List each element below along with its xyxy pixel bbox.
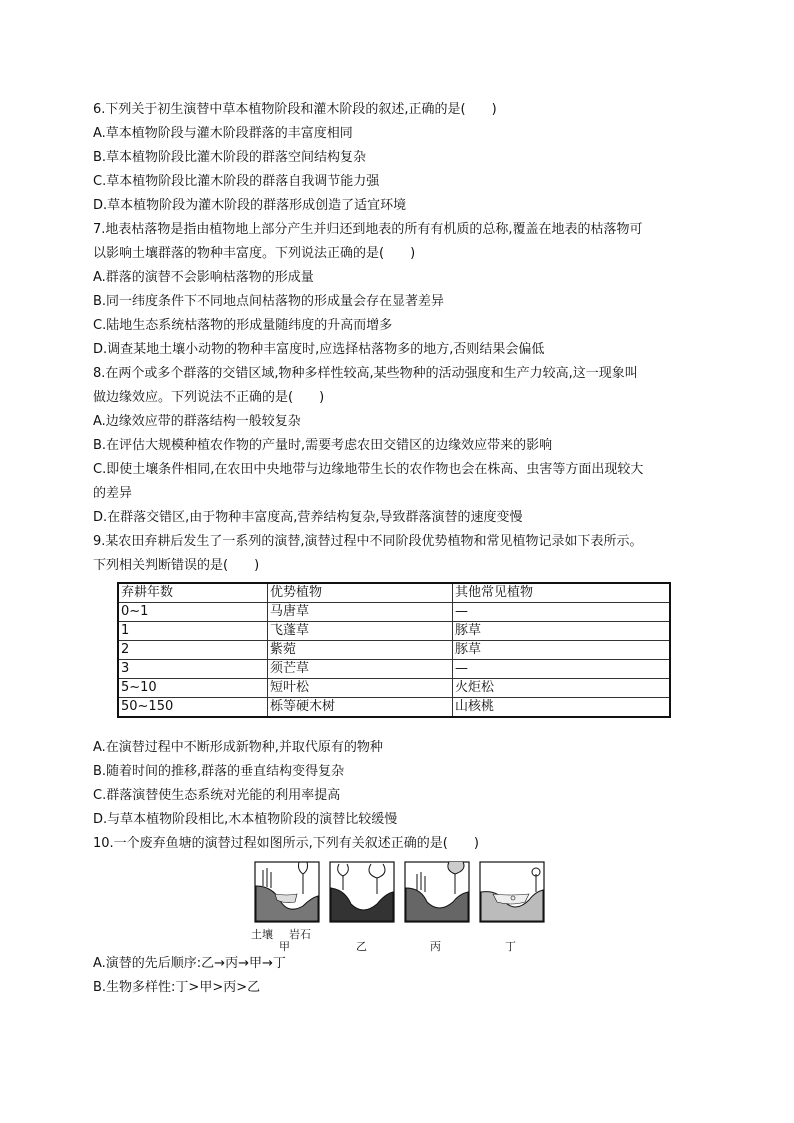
panel-bing-drawing (405, 862, 469, 922)
q8-option-c: C.即使土壤条件相同,在农田中央地带与边缘地带生长的农作物也会在株高、虫害等方面出现较大 (93, 462, 644, 477)
table-row (118, 641, 670, 660)
table-header: 优势植物 (268, 583, 453, 603)
table-cell: 山核桃 (453, 698, 671, 718)
succession-table (117, 582, 671, 718)
q9-option-c: C.群落演替使生态系统对光能的利用率提高 (93, 788, 341, 803)
table-cell: 1 (118, 622, 268, 641)
table-cell: 豚草 (453, 622, 671, 641)
table-cell: 须芒草 (268, 660, 453, 679)
table-cell: 3 (118, 660, 268, 679)
table-row (118, 622, 670, 641)
table-cell: 栎等硬木树 (268, 698, 453, 718)
table-cell: 2 (118, 641, 268, 660)
pond-succession-figure (251, 860, 553, 953)
panel-jia-drawing (255, 862, 319, 922)
q10-option-a: A.演替的先后顺序:乙→丙→甲→丁 (93, 956, 286, 971)
panel-label-ding: 丁 (505, 940, 516, 953)
table-cell: — (453, 603, 671, 622)
q9-option-a: A.在演替过程中不断形成新物种,并取代原有的物种 (93, 740, 383, 755)
table-row (118, 698, 670, 718)
table-cell: 紫菀 (268, 641, 453, 660)
q8-option-c-cont: 的差异 (93, 486, 133, 501)
q8-stem-line2: 做边缘效应。下列说法不正确的是( ) (93, 390, 325, 405)
panel-yi-drawing (330, 862, 394, 922)
table-cell: — (453, 660, 671, 679)
q7-option-d: D.调查某地土壤小动物的物种丰富度时,应选择枯落物多的地方,否则结果会偏低 (93, 342, 545, 357)
q6-option-c: C.草本植物阶段比灌木阶段的群落自我调节能力强 (93, 174, 380, 189)
q6-option-d: D.草本植物阶段为灌木阶段的群落形成创造了适宜环境 (93, 198, 407, 213)
q7-option-a: A.群落的演替不会影响枯落物的形成量 (93, 270, 314, 285)
table-cell: 50~150 (118, 698, 268, 718)
table-cell: 火炬松 (453, 679, 671, 698)
rock-label: 岩石 (289, 928, 311, 941)
q7-stem-line2: 以影响土壤群落的物种丰富度。下列说法正确的是( ) (93, 246, 416, 261)
q6-stem: 6.下列关于初生演替中草本植物阶段和灌木阶段的叙述,正确的是( ) (93, 102, 497, 117)
panel-label-jia: 甲 (279, 940, 290, 953)
q7-option-b: B.同一纬度条件下不同地点间枯落物的形成量会存在显著差异 (93, 294, 445, 309)
q8-option-d: D.在群落交错区,由于物种丰富度高,营养结构复杂,导致群落演替的速度变慢 (93, 510, 523, 525)
panel-ding-drawing (480, 862, 544, 922)
table-cell: 马唐草 (268, 603, 453, 622)
table-row (118, 679, 670, 698)
table-cell: 5~10 (118, 679, 268, 698)
q8-option-a: A.边缘效应带的群落结构一般较复杂 (93, 414, 301, 429)
q7-option-c: C.陆地生态系统枯落物的形成量随纬度的升高而增多 (93, 318, 393, 333)
table-cell: 豚草 (453, 641, 671, 660)
q6-option-b: B.草本植物阶段比灌木阶段的群落空间结构复杂 (93, 150, 367, 165)
q8-stem-line1: 8.在两个或多个群落的交错区域,物种多样性较高,某些物种的活动强度和生产力较高,这一现象叫 (93, 366, 638, 381)
table-header: 其他常见植物 (453, 583, 671, 603)
table-header: 弃耕年数 (118, 583, 268, 603)
q6-option-a: A.草本植物阶段与灌木阶段群落的丰富度相同 (93, 126, 353, 141)
table-cell: 0~1 (118, 603, 268, 622)
q10-option-b: B.生物多样性:丁>甲>丙>乙 (93, 980, 261, 995)
q9-option-d: D.与草本植物阶段相比,木本植物阶段的演替比较缓慢 (93, 812, 398, 827)
soil-label: 土壤 (251, 928, 273, 941)
panel-label-bing: 丙 (430, 940, 441, 953)
table-header-row (118, 583, 670, 603)
table-row (118, 660, 670, 679)
q9-option-b: B.随着时间的推移,群落的垂直结构变得复杂 (93, 764, 345, 779)
table-row (118, 603, 670, 622)
q8-option-b: B.在评估大规模种植农作物的产量时,需要考虑农田交错区的边缘效应带来的影响 (93, 438, 553, 453)
pond-panels-drawing (253, 860, 553, 926)
q10-stem: 10.一个废弃鱼塘的演替过程如图所示,下列有关叙述正确的是( ) (93, 836, 479, 851)
q9-stem-line1: 9.某农田弃耕后发生了一系列的演替,演替过程中不同阶段优势植物和常见植物记录如下表所示。 (93, 534, 643, 549)
q7-stem-line1: 7.地表枯落物是指由植物地上部分产生并归还到地表的所有有机质的总称,覆盖在地表的枯落物可 (93, 222, 643, 237)
panel-label-yi: 乙 (356, 940, 367, 953)
exam-page (93, 98, 703, 1000)
q9-stem-line2: 下列相关判断错误的是( ) (93, 558, 260, 573)
table-cell: 飞蓬草 (268, 622, 453, 641)
table-cell: 短叶松 (268, 679, 453, 698)
